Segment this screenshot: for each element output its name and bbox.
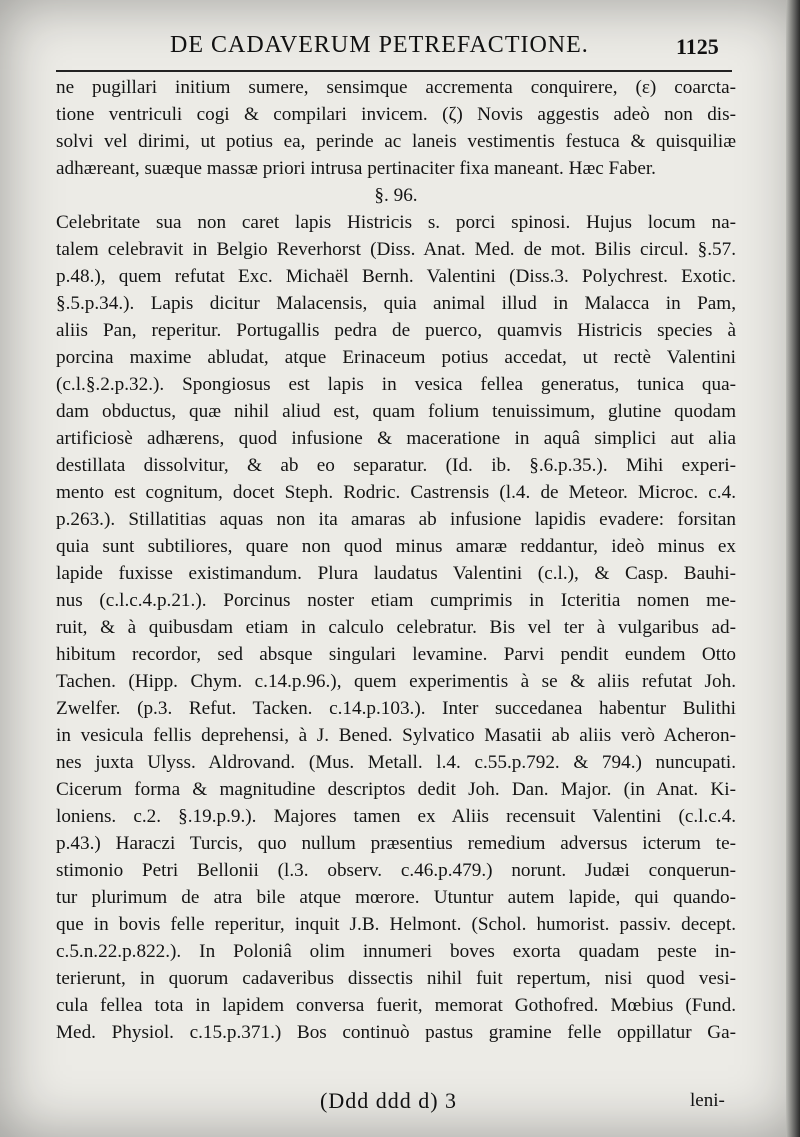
signature-mark: (Ddd ddd d) 3 <box>320 1088 458 1113</box>
page-edge-shadow <box>786 0 800 1137</box>
text-line: loniens. c.2. §.19.p.9.). Majores tamen ex Aliis recensuit Valentini (c.l.c.4. <box>56 806 736 827</box>
text-line: aliis Pan, reperitur. Portugallis pedra de puerco, quamvis Histricis species à <box>56 320 736 341</box>
text-line: cula fellea tota in lapidem conversa fuerit, memorat Gothofred. Mœbius (Fund. <box>56 995 736 1016</box>
text-line: in vesicula fellis deprehensi, à J. Bened. Sylvatico Masatii ab aliis verò Acheron- <box>56 725 736 746</box>
text-line: Cicerum forma & magnitudine descriptos dedit Joh. Dan. Major. (in Anat. Ki- <box>56 779 736 800</box>
text-line: Med. Physiol. c.15.p.371.) Bos continuò pastus gramine felle oppillatur Ga- <box>56 1022 736 1043</box>
text-line: dam obductus, quæ nihil aliud est, quam folium tenuissimum, glutine quodam <box>56 401 736 422</box>
header-rule <box>56 70 732 72</box>
text-line: quia sunt subtiliores, quare non quod minus amaræ reddantur, ideò minus ex <box>56 536 736 557</box>
text-line: c.5.n.22.p.822.). In Poloniâ olim innumeri boves exorta quadam peste in- <box>56 941 736 962</box>
text-line: ruit, & à quibusdam etiam in calculo celebratur. Bis vel ter à vulgaribus ad- <box>56 617 736 638</box>
text-line: stimonio Petri Bellonii (l.3. observ. c.46.p.479.) norunt. Judæi conquerun- <box>56 860 736 881</box>
text-line: ne pugillari initium sumere, sensimque accrementa conquirere, (ε) coarcta- <box>56 77 736 98</box>
text-line: (c.l.§.2.p.32.). Spongiosus est lapis in vesica fellea generatus, tunica qua- <box>56 374 736 395</box>
section-number: §. 96. <box>374 185 418 206</box>
text-line: destillata dissolvitur, & ab eo separatur. (Id. ib. §.6.p.35.). Mihi experi- <box>56 455 736 476</box>
running-head <box>0 28 800 62</box>
running-title: DE CADAVERUM PETREFACTIONE. <box>170 32 589 58</box>
catchword: leni- <box>690 1090 725 1111</box>
text-line: nus (c.l.c.4.p.21.). Porcinus noster etiam cumprimis in Icteritia nomen me- <box>56 590 736 611</box>
text-line: p.43.) Haraczi Turcis, quo nullum præsentius remedium adversus icterum te- <box>56 833 736 854</box>
text-line: adhæreant, suæque massæ priori intrusa pertinaciter fixa maneant. Hæc Faber. <box>56 158 656 179</box>
page-number: 1125 <box>676 34 719 59</box>
text-line: Celebritate sua non caret lapis Histricis s. porci spinosi. Hujus locum na- <box>56 212 736 233</box>
text-line: talem celebravit in Belgio Reverhorst (Diss. Anat. Med. de mot. Bilis circul. §.57. <box>56 239 736 260</box>
text-line: solvi vel dirimi, ut potius ea, perinde ac laneis vestimentis festuca & quisquiliæ <box>56 131 736 152</box>
text-line: p.48.), quem refutat Exc. Michaël Bernh. Valentini (Diss.3. Polychrest. Exotic. <box>56 266 736 287</box>
text-line: hibitum recordor, sed absque singulari levamine. Parvi pendit eundem Otto <box>56 644 736 665</box>
text-line: artificiosè adhærens, quod infusione & maceratione in aquâ simplici aut alia <box>56 428 736 449</box>
text-line: Tachen. (Hipp. Chym. c.14.p.96.), quem experimentis à se & aliis refutat Joh. <box>56 671 736 692</box>
text-line: tione ventriculi cogi & compilari invicem. (ζ) Novis aggestis adeò non dis- <box>56 104 736 125</box>
text-line: p.263.). Stillatitias aquas non ita amaras ab infusione lapidis evadere: forsitan <box>56 509 736 530</box>
text-line: nes juxta Ulyss. Aldrovand. (Mus. Metall. l.4. c.55.p.792. & 794.) nuncupati. <box>56 752 736 773</box>
text-line: que in bovis felle reperitur, inquit J.B. Helmont. (Schol. humorist. passiv. decept. <box>56 914 736 935</box>
text-line: terierunt, in quorum cadaveribus dissectis nihil fuit repertum, nisi quod vesi- <box>56 968 736 989</box>
text-line: porcina maxime abludat, atque Erinaceum potius accedat, ut rectè Valentini <box>56 347 736 368</box>
text-line: Zwelfer. (p.3. Refut. Tacken. c.14.p.103.). Inter succedanea habentur Bulithi <box>56 698 736 719</box>
text-line: lapide fuxisse existimandum. Plura laudatus Valentini (c.l.), & Casp. Bauhi- <box>56 563 736 584</box>
text-line: tur plurimum de atra bile atque mœrore. Utuntur autem lapide, qui quando- <box>56 887 736 908</box>
text-line: §.5.p.34.). Lapis dicitur Malacensis, quia animal illud in Malacca in Pam, <box>56 293 736 314</box>
text-line: mento est cognitum, docet Steph. Rodric. Castrensis (l.4. de Meteor. Microc. c.4. <box>56 482 736 503</box>
